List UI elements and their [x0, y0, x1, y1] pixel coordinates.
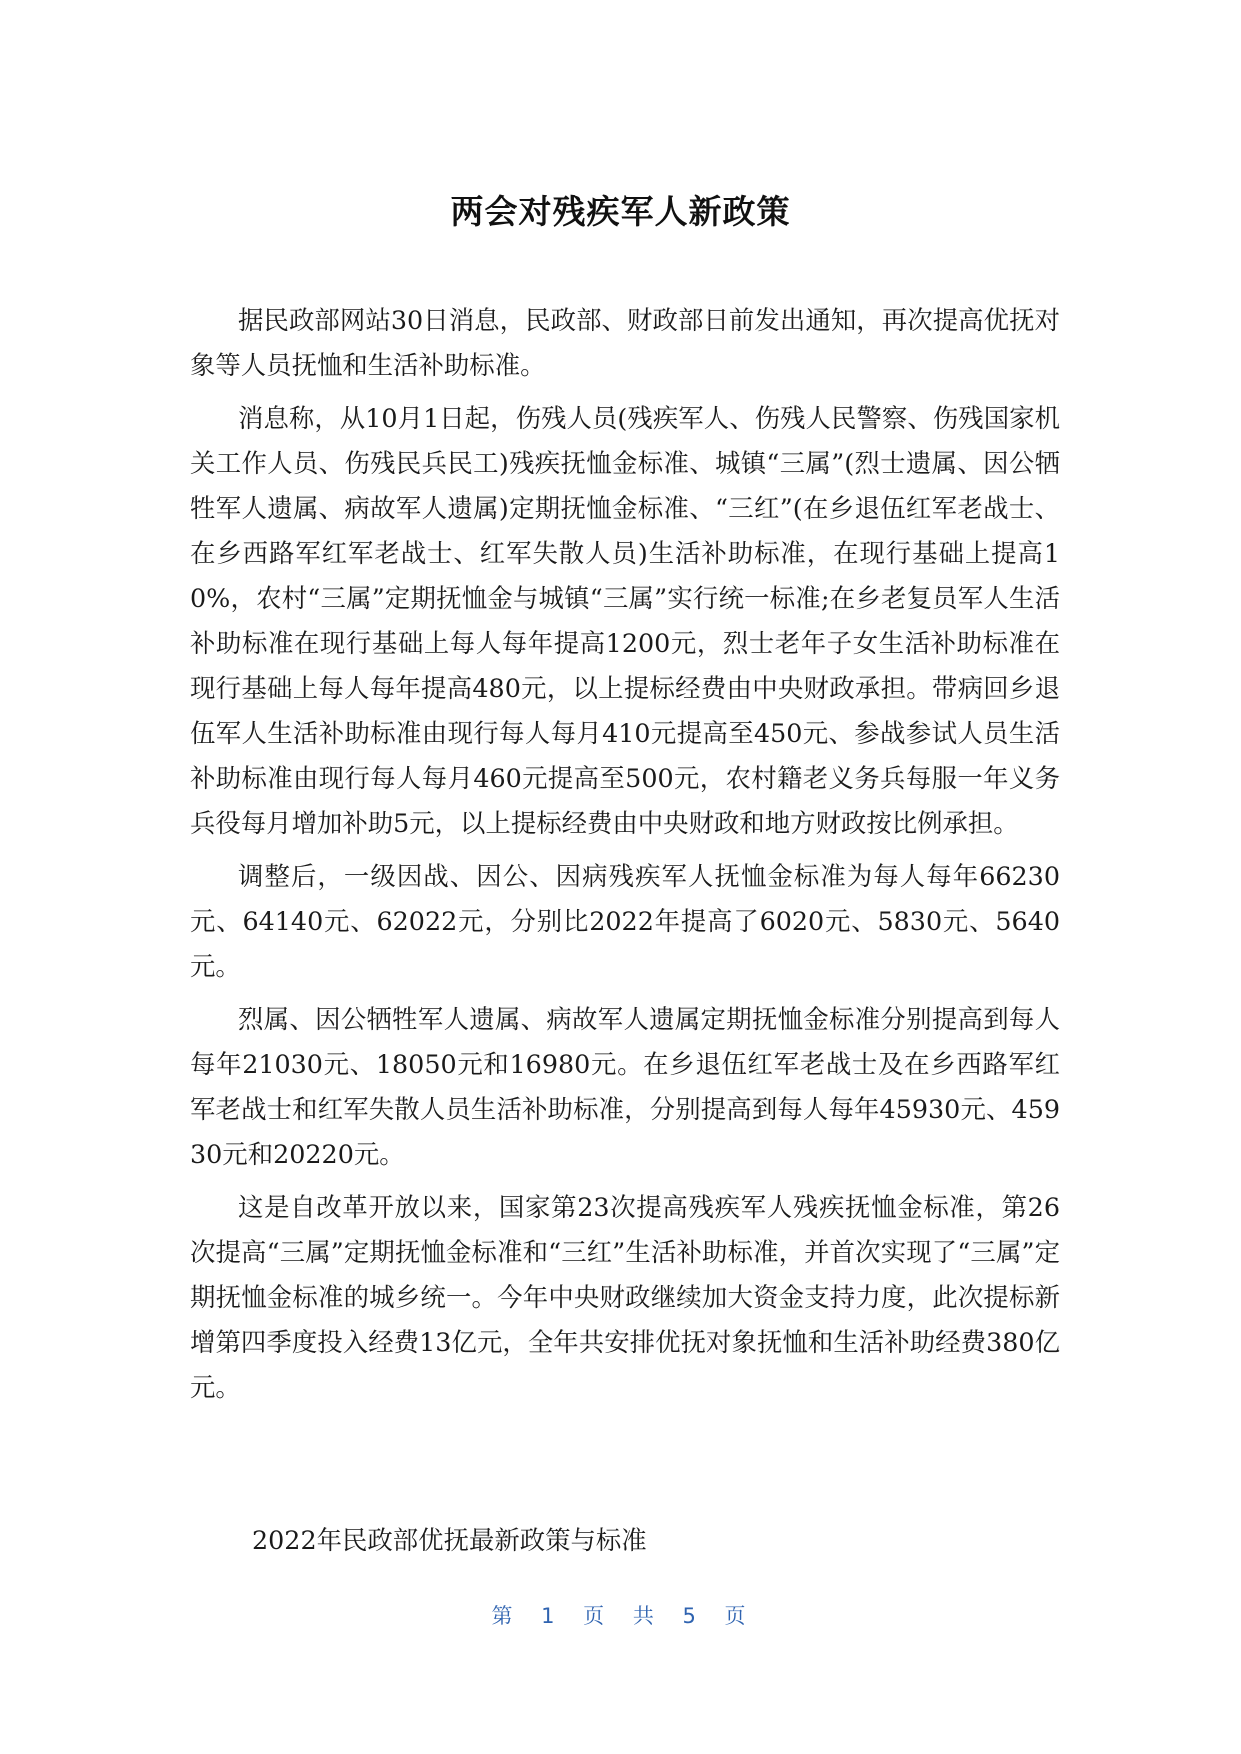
- paragraph-survivor-standards: 烈属、因公牺牲军人遗属、病故军人遗属定期抚恤金标准分别提高到每人每年21030元、18050元和16980元。在乡退伍红军老战士及在乡西路军红军老战士和红军失散人员生活补助标准，分别提高到每人每年45930元、45930元和20220元。: [190, 1004, 1060, 1169]
- paragraph-intro: 据民政部网站30日消息，民政部、财政部日前发出通知，再次提高优抚对象等人员抚恤和生活补助标准。: [190, 305, 1060, 380]
- paragraph-first-class-standards: 调整后，一级因战、因公、因病残疾军人抚恤金标准为每人每年66230元、64140元、62022元，分别比2022年提高了6020元、5830元、5640元。: [190, 861, 1060, 981]
- page-number-footer: 第 1 页 共 5 页: [491, 1604, 750, 1628]
- section-subheading: 2022年民政部优抚最新政策与标准: [252, 1525, 647, 1555]
- paragraph-summary: 这是自改革开放以来，国家第23次提高残疾军人残疾抚恤金标准，第26次提高“三属”定期抚恤金标准和“三红”生活补助标准，并首次实现了“三属”定期抚恤金标准的城乡统一。今年中央财政继续加大资金支持力度，此次提标新增第四季度投入经费13亿元，全年共安排优抚对象抚恤和生活补助经费380亿元。: [190, 1192, 1060, 1402]
- document-body: [190, 298, 1060, 1418]
- paragraph-policy-details: 消息称，从10月1日起，伤残人员(残疾军人、伤残人民警察、伤残国家机关工作人员、伤残民兵民工)残疾抚恤金标准、城镇“三属”(烈士遗属、因公牺牲军人遗属、病故军人遗属)定期抚恤金标准、“三红”(在乡退伍红军老战士、在乡西路军红军老战士、红军失散人员)生活补助标准，在现行基础上提高10%，农村“三属”定期抚恤金与城镇“三属”实行统一标准;在乡老复员军人生活补助标准在现行基础上每人每年提高1200元，烈士老年子女生活补助标准在现行基础上每人每年提高480元，以上提标经费由中央财政承担。带病回乡退伍军人生活补助标准由现行每人每月410元提高至450元、参战参试人员生活补助标准由现行每人每月460元提高至500元，农村籍老义务兵每服一年义务兵役每月增加补助5元，以上提标经费由中央财政和地方财政按比例承担。: [190, 403, 1060, 838]
- document-title: 两会对残疾军人新政策: [450, 192, 791, 231]
